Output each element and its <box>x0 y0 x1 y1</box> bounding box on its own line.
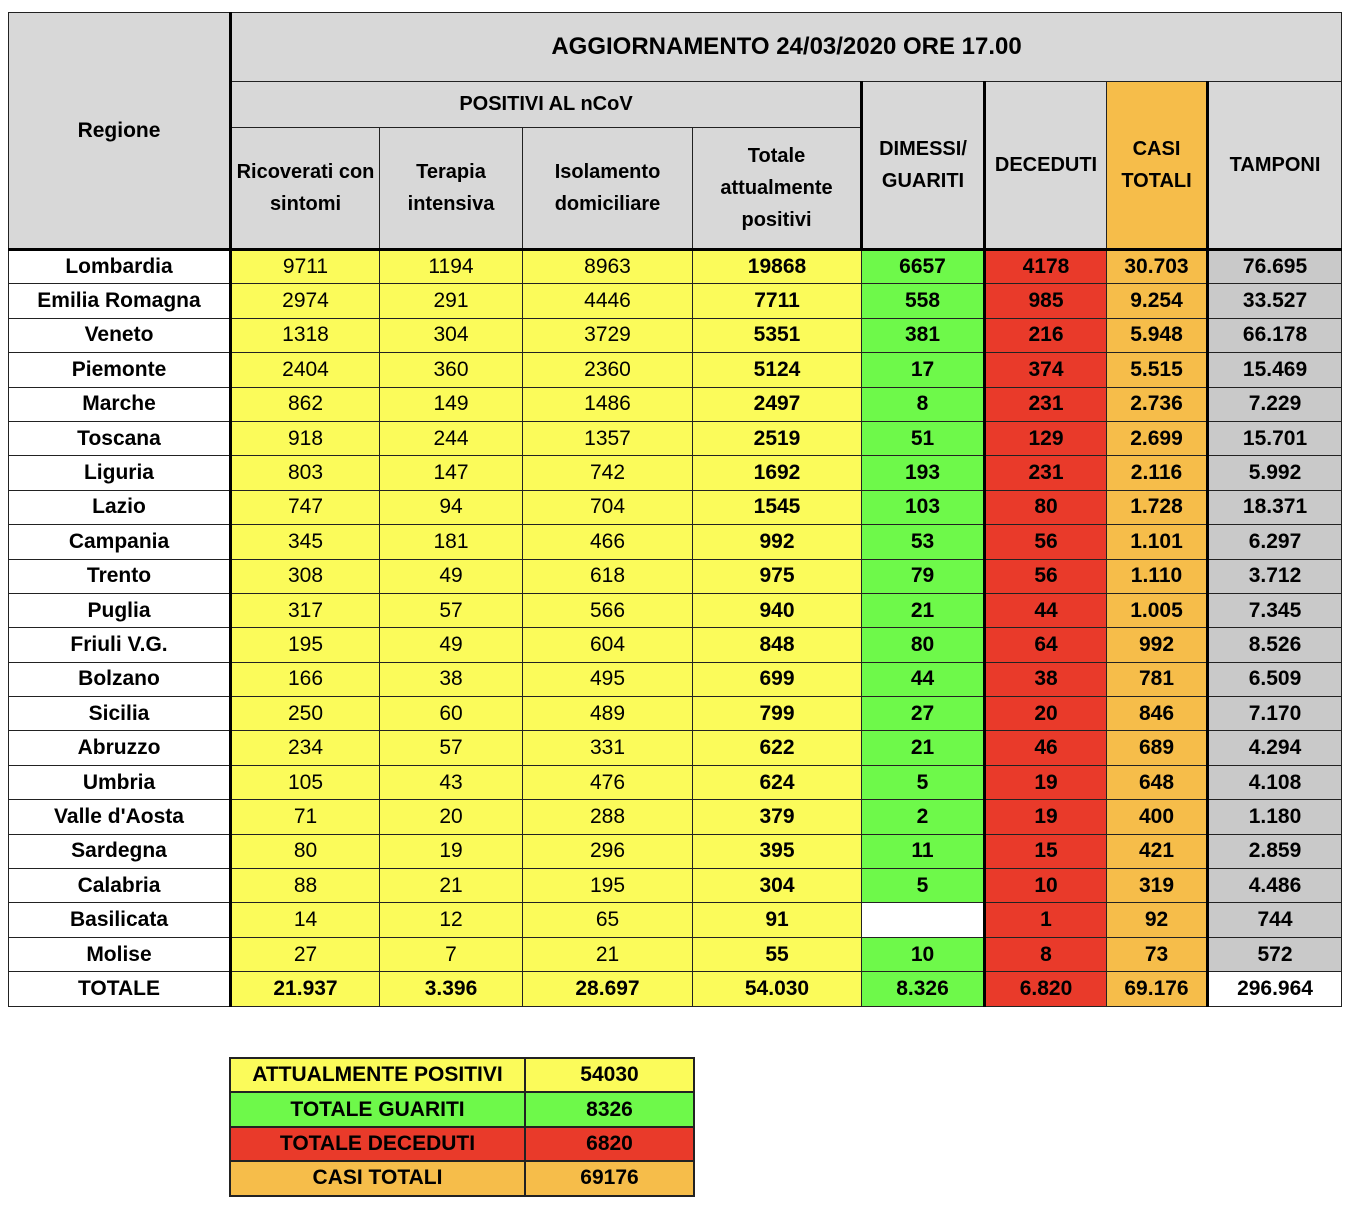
summary-label: TOTALE DECEDUTI <box>230 1127 525 1161</box>
summary-table <box>229 1057 695 1197</box>
cell-regione: Umbria <box>9 765 231 799</box>
cell-casi: 5.515 <box>1107 353 1208 387</box>
cell-guariti: 44 <box>862 662 985 696</box>
cell-tamponi: 33.527 <box>1208 284 1342 318</box>
cell-tamponi: 76.695 <box>1208 250 1342 284</box>
cell-guariti: 79 <box>862 559 985 593</box>
cell-ricoverati: 105 <box>231 765 380 799</box>
cell-deceduti: 64 <box>985 628 1107 662</box>
cell-tamponi: 66.178 <box>1208 318 1342 352</box>
cell-terapia: 304 <box>380 318 523 352</box>
cell-regione: Bolzano <box>9 662 231 696</box>
cell-terapia: 12 <box>380 903 523 937</box>
header-tamponi: TAMPONI <box>1208 82 1342 250</box>
cell-terapia: 181 <box>380 525 523 559</box>
table-row <box>9 318 1342 352</box>
cell-deceduti: 216 <box>985 318 1107 352</box>
table-body <box>9 250 1342 972</box>
table-row <box>9 421 1342 455</box>
cell-deceduti: 80 <box>985 490 1107 524</box>
cell-totale-positivi: 55 <box>693 937 862 971</box>
cell-isolamento: 65 <box>523 903 693 937</box>
cell-guariti: 193 <box>862 456 985 490</box>
cell-terapia: 291 <box>380 284 523 318</box>
cell-ricoverati: 345 <box>231 525 380 559</box>
cell-casi: 1.005 <box>1107 593 1208 627</box>
cell-terapia: 147 <box>380 456 523 490</box>
table-row <box>9 834 1342 868</box>
table-row <box>9 284 1342 318</box>
header-positivi-group: POSITIVI AL nCoV <box>231 82 862 128</box>
cell-tamponi: 744 <box>1208 903 1342 937</box>
cell-tamponi: 15.469 <box>1208 353 1342 387</box>
cell-tamponi: 1.180 <box>1208 800 1342 834</box>
cell-casi: 400 <box>1107 800 1208 834</box>
cell-ricoverati: 308 <box>231 559 380 593</box>
cell-isolamento: 1486 <box>523 387 693 421</box>
summary-row-casi <box>230 1161 694 1195</box>
covid-regions-table <box>8 12 1342 1007</box>
cell-isolamento: 704 <box>523 490 693 524</box>
cell-ricoverati: 862 <box>231 387 380 421</box>
cell-isolamento: 1357 <box>523 421 693 455</box>
header-deceduti: DECEDUTI <box>985 82 1107 250</box>
cell-totale-positivi: 975 <box>693 559 862 593</box>
cell-isolamento: 2360 <box>523 353 693 387</box>
cell-ricoverati: 27 <box>231 937 380 971</box>
cell-totale-positivi: 2519 <box>693 421 862 455</box>
totals-terapia: 3.396 <box>380 972 523 1007</box>
cell-casi: 9.254 <box>1107 284 1208 318</box>
cell-isolamento: 8963 <box>523 250 693 284</box>
header-terapia: Terapia intensiva <box>380 128 523 250</box>
header-regione: Regione <box>9 13 231 250</box>
cell-tamponi: 5.992 <box>1208 456 1342 490</box>
cell-casi: 781 <box>1107 662 1208 696</box>
table-row <box>9 387 1342 421</box>
totals-casi: 69.176 <box>1107 972 1208 1007</box>
cell-isolamento: 466 <box>523 525 693 559</box>
cell-tamponi: 7.345 <box>1208 593 1342 627</box>
cell-casi: 421 <box>1107 834 1208 868</box>
cell-deceduti: 46 <box>985 731 1107 765</box>
cell-guariti: 381 <box>862 318 985 352</box>
cell-tamponi: 572 <box>1208 937 1342 971</box>
cell-deceduti: 56 <box>985 559 1107 593</box>
cell-deceduti: 1 <box>985 903 1107 937</box>
cell-terapia: 60 <box>380 697 523 731</box>
totals-totale-positivi: 54.030 <box>693 972 862 1007</box>
cell-tamponi: 7.229 <box>1208 387 1342 421</box>
cell-terapia: 7 <box>380 937 523 971</box>
cell-regione: Valle d'Aosta <box>9 800 231 834</box>
cell-terapia: 20 <box>380 800 523 834</box>
cell-totale-positivi: 2497 <box>693 387 862 421</box>
cell-regione: Toscana <box>9 421 231 455</box>
cell-deceduti: 8 <box>985 937 1107 971</box>
cell-deceduti: 4178 <box>985 250 1107 284</box>
cell-ricoverati: 14 <box>231 903 380 937</box>
table-row <box>9 490 1342 524</box>
totals-isolamento: 28.697 <box>523 972 693 1007</box>
table-row <box>9 353 1342 387</box>
table-row <box>9 662 1342 696</box>
cell-tamponi: 6.509 <box>1208 662 1342 696</box>
summary-value: 8326 <box>525 1092 694 1126</box>
cell-tamponi: 15.701 <box>1208 421 1342 455</box>
cell-totale-positivi: 5124 <box>693 353 862 387</box>
cell-isolamento: 288 <box>523 800 693 834</box>
cell-totale-positivi: 5351 <box>693 318 862 352</box>
table-row <box>9 869 1342 903</box>
summary-label: TOTALE GUARITI <box>230 1092 525 1126</box>
cell-guariti: 11 <box>862 834 985 868</box>
header-isolamento: Isolamento domiciliare <box>523 128 693 250</box>
cell-totale-positivi: 1545 <box>693 490 862 524</box>
header-title: AGGIORNAMENTO 24/03/2020 ORE 17.00 <box>231 13 1342 82</box>
cell-terapia: 49 <box>380 559 523 593</box>
cell-ricoverati: 195 <box>231 628 380 662</box>
cell-isolamento: 3729 <box>523 318 693 352</box>
cell-deceduti: 231 <box>985 387 1107 421</box>
cell-terapia: 94 <box>380 490 523 524</box>
cell-ricoverati: 2974 <box>231 284 380 318</box>
cell-totale-positivi: 379 <box>693 800 862 834</box>
cell-regione: Basilicata <box>9 903 231 937</box>
cell-casi: 5.948 <box>1107 318 1208 352</box>
totals-ricoverati: 21.937 <box>231 972 380 1007</box>
cell-isolamento: 296 <box>523 834 693 868</box>
cell-isolamento: 604 <box>523 628 693 662</box>
cell-regione: Calabria <box>9 869 231 903</box>
cell-regione: Friuli V.G. <box>9 628 231 662</box>
cell-tamponi: 4.486 <box>1208 869 1342 903</box>
cell-tamponi: 6.297 <box>1208 525 1342 559</box>
cell-tamponi: 7.170 <box>1208 697 1342 731</box>
cell-deceduti: 19 <box>985 800 1107 834</box>
cell-guariti: 21 <box>862 593 985 627</box>
cell-casi: 1.728 <box>1107 490 1208 524</box>
totals-tamponi: 296.964 <box>1208 972 1342 1007</box>
cell-terapia: 1194 <box>380 250 523 284</box>
table-row <box>9 593 1342 627</box>
table-row <box>9 765 1342 799</box>
cell-isolamento: 618 <box>523 559 693 593</box>
cell-regione: Emilia Romagna <box>9 284 231 318</box>
cell-deceduti: 20 <box>985 697 1107 731</box>
cell-guariti: 5 <box>862 869 985 903</box>
cell-isolamento: 495 <box>523 662 693 696</box>
cell-casi: 30.703 <box>1107 250 1208 284</box>
cell-isolamento: 21 <box>523 937 693 971</box>
cell-regione: Campania <box>9 525 231 559</box>
cell-totale-positivi: 395 <box>693 834 862 868</box>
cell-totale-positivi: 622 <box>693 731 862 765</box>
cell-isolamento: 331 <box>523 731 693 765</box>
table-row <box>9 628 1342 662</box>
cell-ricoverati: 80 <box>231 834 380 868</box>
cell-terapia: 57 <box>380 731 523 765</box>
table-row <box>9 456 1342 490</box>
cell-isolamento: 476 <box>523 765 693 799</box>
cell-casi: 2.736 <box>1107 387 1208 421</box>
header-totale-positivi: Totale attualmente positivi <box>693 128 862 250</box>
cell-isolamento: 489 <box>523 697 693 731</box>
cell-regione: Sardegna <box>9 834 231 868</box>
cell-totale-positivi: 848 <box>693 628 862 662</box>
header-casi-totali: CASI TOTALI <box>1107 82 1208 250</box>
cell-deceduti: 231 <box>985 456 1107 490</box>
cell-regione: Lombardia <box>9 250 231 284</box>
summary-value: 54030 <box>525 1058 694 1092</box>
cell-totale-positivi: 624 <box>693 765 862 799</box>
table-row <box>9 731 1342 765</box>
table-row <box>9 559 1342 593</box>
cell-terapia: 149 <box>380 387 523 421</box>
cell-guariti: 21 <box>862 731 985 765</box>
cell-casi: 648 <box>1107 765 1208 799</box>
table-row <box>9 937 1342 971</box>
cell-tamponi: 8.526 <box>1208 628 1342 662</box>
cell-guariti: 80 <box>862 628 985 662</box>
cell-regione: Piemonte <box>9 353 231 387</box>
cell-guariti: 5 <box>862 765 985 799</box>
summary-value: 69176 <box>525 1161 694 1195</box>
cell-ricoverati: 2404 <box>231 353 380 387</box>
cell-deceduti: 56 <box>985 525 1107 559</box>
cell-terapia: 244 <box>380 421 523 455</box>
cell-casi: 2.116 <box>1107 456 1208 490</box>
table-row <box>9 525 1342 559</box>
table-row <box>9 800 1342 834</box>
cell-tamponi: 4.294 <box>1208 731 1342 765</box>
cell-casi: 2.699 <box>1107 421 1208 455</box>
cell-deceduti: 10 <box>985 869 1107 903</box>
totals-deceduti: 6.820 <box>985 972 1107 1007</box>
cell-casi: 73 <box>1107 937 1208 971</box>
cell-guariti: 8 <box>862 387 985 421</box>
cell-terapia: 360 <box>380 353 523 387</box>
cell-guariti: 17 <box>862 353 985 387</box>
summary-row-deceduti <box>230 1127 694 1161</box>
summary-label: ATTUALMENTE POSITIVI <box>230 1058 525 1092</box>
cell-regione: Puglia <box>9 593 231 627</box>
totals-guariti: 8.326 <box>862 972 985 1007</box>
cell-terapia: 21 <box>380 869 523 903</box>
cell-regione: Molise <box>9 937 231 971</box>
cell-ricoverati: 9711 <box>231 250 380 284</box>
cell-guariti: 53 <box>862 525 985 559</box>
cell-totale-positivi: 1692 <box>693 456 862 490</box>
cell-deceduti: 374 <box>985 353 1107 387</box>
cell-ricoverati: 71 <box>231 800 380 834</box>
header-ricoverati: Ricoverati con sintomi <box>231 128 380 250</box>
cell-regione: Liguria <box>9 456 231 490</box>
cell-totale-positivi: 91 <box>693 903 862 937</box>
cell-deceduti: 38 <box>985 662 1107 696</box>
cell-regione: Lazio <box>9 490 231 524</box>
table-row <box>9 250 1342 284</box>
cell-regione: Trento <box>9 559 231 593</box>
cell-ricoverati: 250 <box>231 697 380 731</box>
cell-terapia: 38 <box>380 662 523 696</box>
cell-casi: 1.110 <box>1107 559 1208 593</box>
cell-casi: 1.101 <box>1107 525 1208 559</box>
summary-value: 6820 <box>525 1127 694 1161</box>
cell-casi: 319 <box>1107 869 1208 903</box>
cell-guariti: 103 <box>862 490 985 524</box>
header-dimessi: DIMESSI/ GUARITI <box>862 82 985 250</box>
cell-tamponi: 2.859 <box>1208 834 1342 868</box>
cell-terapia: 49 <box>380 628 523 662</box>
cell-tamponi: 18.371 <box>1208 490 1342 524</box>
cell-terapia: 57 <box>380 593 523 627</box>
cell-totale-positivi: 799 <box>693 697 862 731</box>
cell-regione: Abruzzo <box>9 731 231 765</box>
summary-row-guariti <box>230 1092 694 1126</box>
cell-guariti: 558 <box>862 284 985 318</box>
cell-ricoverati: 918 <box>231 421 380 455</box>
cell-terapia: 43 <box>380 765 523 799</box>
table-row <box>9 903 1342 937</box>
cell-totale-positivi: 19868 <box>693 250 862 284</box>
cell-tamponi: 3.712 <box>1208 559 1342 593</box>
cell-ricoverati: 803 <box>231 456 380 490</box>
cell-ricoverati: 747 <box>231 490 380 524</box>
cell-deceduti: 985 <box>985 284 1107 318</box>
cell-regione: Marche <box>9 387 231 421</box>
cell-deceduti: 129 <box>985 421 1107 455</box>
cell-totale-positivi: 940 <box>693 593 862 627</box>
cell-regione: Veneto <box>9 318 231 352</box>
cell-ricoverati: 234 <box>231 731 380 765</box>
cell-totale-positivi: 992 <box>693 525 862 559</box>
cell-casi: 846 <box>1107 697 1208 731</box>
cell-ricoverati: 317 <box>231 593 380 627</box>
cell-ricoverati: 1318 <box>231 318 380 352</box>
cell-guariti <box>862 903 985 937</box>
cell-totale-positivi: 7711 <box>693 284 862 318</box>
cell-deceduti: 44 <box>985 593 1107 627</box>
cell-isolamento: 742 <box>523 456 693 490</box>
cell-casi: 992 <box>1107 628 1208 662</box>
summary-label: CASI TOTALI <box>230 1161 525 1195</box>
cell-guariti: 51 <box>862 421 985 455</box>
cell-isolamento: 195 <box>523 869 693 903</box>
cell-casi: 92 <box>1107 903 1208 937</box>
cell-isolamento: 566 <box>523 593 693 627</box>
cell-ricoverati: 166 <box>231 662 380 696</box>
cell-tamponi: 4.108 <box>1208 765 1342 799</box>
cell-totale-positivi: 304 <box>693 869 862 903</box>
cell-ricoverati: 88 <box>231 869 380 903</box>
cell-deceduti: 15 <box>985 834 1107 868</box>
summary-row-positivi <box>230 1058 694 1092</box>
cell-deceduti: 19 <box>985 765 1107 799</box>
cell-isolamento: 4446 <box>523 284 693 318</box>
table-row <box>9 697 1342 731</box>
cell-guariti: 2 <box>862 800 985 834</box>
cell-guariti: 27 <box>862 697 985 731</box>
cell-regione: Sicilia <box>9 697 231 731</box>
cell-guariti: 6657 <box>862 250 985 284</box>
cell-totale-positivi: 699 <box>693 662 862 696</box>
cell-guariti: 10 <box>862 937 985 971</box>
cell-terapia: 19 <box>380 834 523 868</box>
cell-casi: 689 <box>1107 731 1208 765</box>
totals-row <box>9 972 1342 1007</box>
totals-label: TOTALE <box>9 972 231 1007</box>
